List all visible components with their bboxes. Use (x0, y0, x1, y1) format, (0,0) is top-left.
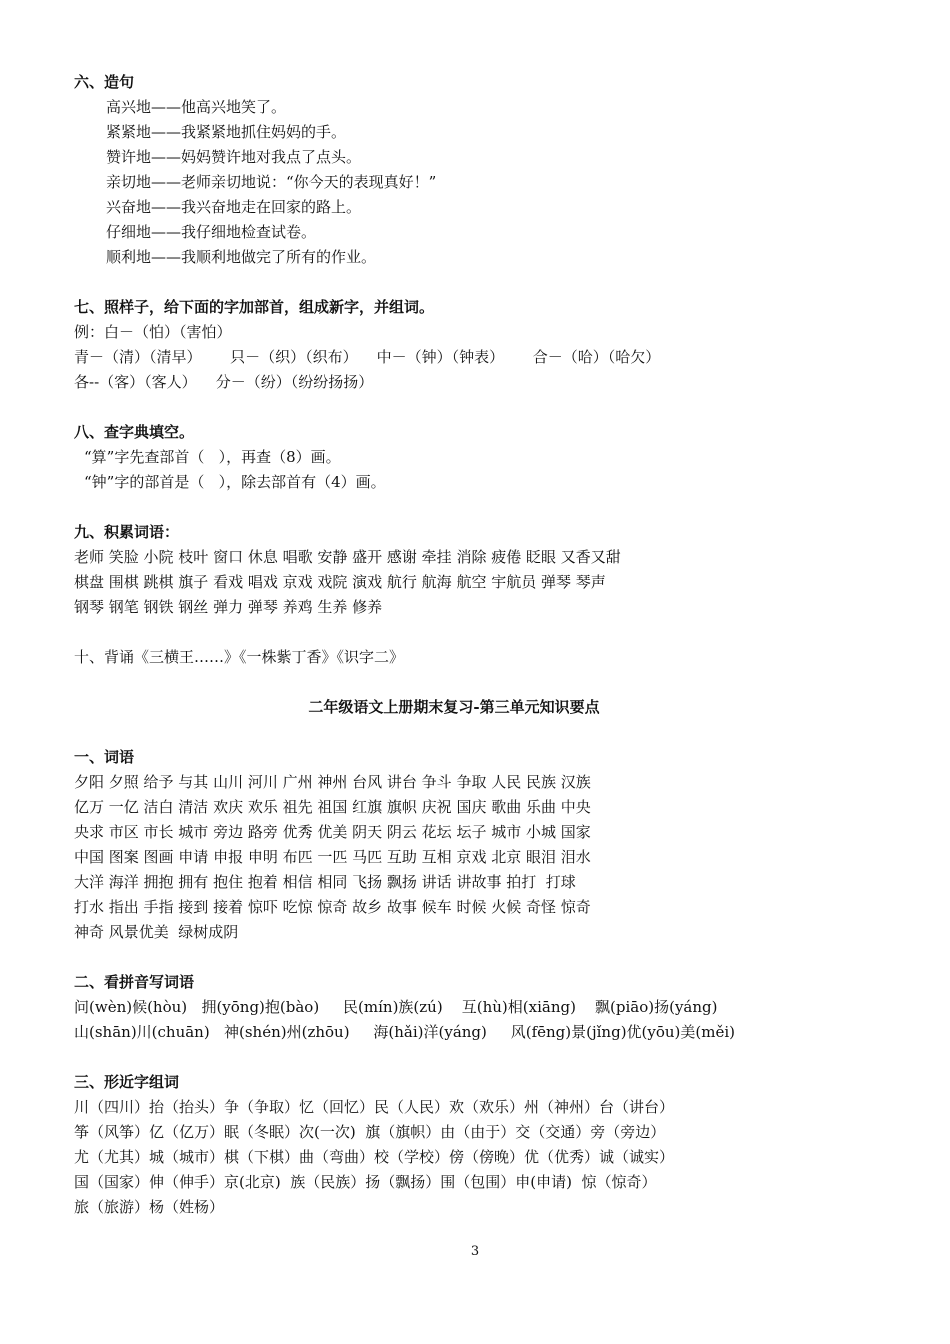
similar-char-line: 旅（旅游）杨（姓杨） (74, 1198, 225, 1216)
unit-section-3-heading: 三、形近字组词 (74, 1073, 180, 1091)
word-line: 神奇 风景优美 绿树成阴 (74, 923, 239, 941)
vocab-line: 老师 笑脸 小院 枝叶 窗口 休息 唱歌 安静 盛开 感谢 牵挂 消除 疲倦 眨眼 又香又甜 (74, 548, 621, 566)
sentence-line: 高兴地——他高兴地笑了。 (106, 98, 287, 116)
dictionary-line: “算”字先查部首（ ），再查（8）画。 (84, 448, 341, 466)
word-line: 亿万 一亿 洁白 清洁 欢庆 欢乐 祖先 祖国 红旗 旗帜 庆祝 国庆 歌曲 乐曲 中央 (74, 798, 591, 816)
section-6-heading: 六、造句 (74, 73, 135, 91)
sentence-line: 兴奋地——我兴奋地走在回家的路上。 (106, 198, 362, 216)
unit-title: 二年级语文上册期末复习-第三单元知识要点 (308, 698, 600, 716)
radical-line: 各--（客）（客人） 分－（纷）（纷纷扬扬） (74, 373, 374, 391)
similar-char-line: 国（国家）伸（伸手）京(北京) 族（民族）扬（飘扬）围（包围）申(申请) 惊（惊奇） (74, 1173, 657, 1191)
vocab-line: 棋盘 围棋 跳棋 旗子 看戏 唱戏 京戏 戏院 演戏 航行 航海 航空 宇航员 弹琴 琴声 (74, 573, 606, 591)
unit-section-1-heading: 一、词语 (74, 748, 135, 766)
pinyin-line: 山(shān)川(chuān) 神(shén)州(zhōu) 海(hǎi)洋(yáng) 风(fēng)景(jǐng)优(yōu)美(měi) (74, 1023, 736, 1041)
word-line: 中国 图案 图画 申请 申报 申明 布匹 一匹 马匹 互助 互相 京戏 北京 眼泪 泪水 (74, 848, 591, 866)
unit-section-2-heading: 二、看拼音写词语 (74, 973, 195, 991)
page-number: 3 (470, 1244, 480, 1259)
pinyin-line: 问(wèn)候(hòu) 拥(yōng)抱(bào) 民(mín)族(zú) 互(hù)相(xiāng) 飘(piāo)扬(yáng) (74, 998, 718, 1016)
word-line: 大洋 海洋 拥抱 拥有 抱住 抱着 相信 相同 飞扬 飘扬 讲话 讲故事 拍打 打球 (74, 873, 576, 891)
sentence-line: 紧紧地——我紧紧地抓住妈妈的手。 (106, 123, 347, 141)
similar-char-line: 筝（风筝）亿（亿万）眠（冬眠）次(一次) 旗（旗帜）由（由于）交（交通）旁（旁边） (74, 1123, 666, 1141)
word-line: 打水 指出 手指 接到 接着 惊吓 吃惊 惊奇 故乡 故事 候车 时候 火候 奇怪 惊奇 (74, 898, 591, 916)
document-page (74, 70, 874, 1220)
radical-line: 例：白－（怕）（害怕） (74, 323, 232, 341)
sentence-line: 赞许地——妈妈赞许地对我点了点头。 (106, 148, 362, 166)
section-10-line: 十、背诵《三横王……》《一株紫丁香》《识字二》 (74, 648, 405, 666)
dictionary-line: “钟”字的部首是（ ），除去部首有（4）画。 (84, 473, 386, 491)
sentence-line: 仔细地——我仔细地检查试卷。 (106, 223, 317, 241)
sentence-line: 亲切地——老师亲切地说：“你今天的表现真好！” (106, 173, 437, 191)
section-9-heading: 九、积累词语： (74, 523, 180, 541)
sentence-line: 顺利地——我顺利地做完了所有的作业。 (106, 248, 377, 266)
word-line: 夕阳 夕照 给予 与其 山川 河川 广州 神州 台风 讲台 争斗 争取 人民 民族 汉族 (74, 773, 591, 791)
similar-char-line: 川（四川）抬（抬头）争（争取）忆（回忆）民（人民）欢（欢乐）州（神州）台（讲台） (74, 1098, 675, 1116)
vocab-line: 钢琴 钢笔 钢铁 钢丝 弹力 弹琴 养鸡 生养 修养 (74, 598, 383, 616)
section-8-heading: 八、查字典填空。 (74, 423, 195, 441)
similar-char-line: 尤（尤其）城（城市）棋（下棋）曲（弯曲）校（学校）傍（傍晚）优（优秀）诚（诚实） (74, 1148, 675, 1166)
radical-line: 青－（清）（清早） 只－（织）（织布） 中－（钟）（钟表） 合－（哈）（哈欠） (74, 348, 661, 366)
section-7-heading: 七、照样子，给下面的字加部首，组成新字，并组词。 (74, 298, 435, 316)
word-line: 央求 市区 市长 城市 旁边 路旁 优秀 优美 阴天 阴云 花坛 坛子 城市 小城 国家 (74, 823, 591, 841)
